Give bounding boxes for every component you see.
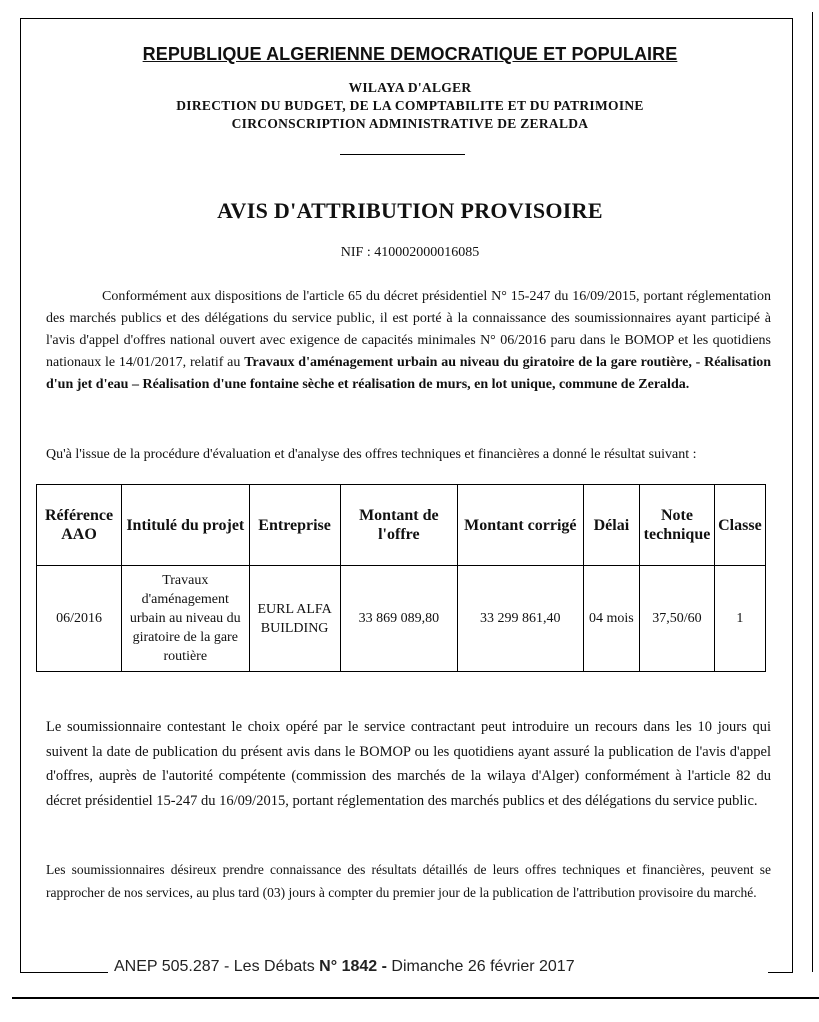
frame-left-border — [20, 18, 21, 973]
header-delai: Délai — [583, 485, 640, 566]
header-note: Note technique — [640, 485, 715, 566]
header-montant-corrige: Montant corrigé — [458, 485, 584, 566]
page-bottom-rule — [12, 997, 819, 999]
footer-date: Dimanche 26 février 2017 — [391, 958, 575, 975]
document-title: AVIS D'ATTRIBUTION PROVISOIRE — [217, 198, 603, 223]
page-side-rule — [812, 12, 813, 972]
cell-classe: 1 — [714, 566, 765, 672]
cell-montant-offre: 33 869 089,80 — [340, 566, 457, 672]
cell-delai: 04 mois — [583, 566, 640, 672]
intro-paragraph — [46, 286, 771, 396]
results-table — [36, 484, 766, 672]
footer-issue: N° 1842 - — [319, 958, 387, 975]
circonscription-heading: CIRCONSCRIPTION ADMINISTRATIVE DE ZERALDA — [231, 116, 589, 131]
wilaya-heading: WILAYA D'ALGER — [348, 80, 472, 95]
intro-project-bold: Travaux d'aménagement urbain au niveau du giratoire de la gare routière, - Réalisation d'un jet d'eau – Réalisation d'une fontaine sèche et réalisation de murs, en lot unique, commune de Zeralda. — [46, 355, 771, 392]
direction-heading: DIRECTION DU BUDGET, DE LA COMPTABILITE ET DU PATRIMOINE — [176, 98, 644, 113]
header-intitule: Intitulé du projet — [122, 485, 250, 566]
frame-top-border — [20, 18, 792, 19]
cell-reference: 06/2016 — [37, 566, 122, 672]
recours-paragraph: Le soumissionnaire contestant le choix opéré par le service contractant peut introduire un recours dans les 10 jours qui suivent la date de publication du présent avis dans le BOMOP ou les quotidiens ayant assuré la publication de l'avis d'appel d'offres, auprès de l'autorité compétente (commission des marchés de la wilaya d'Alger) conformément à l'article 82 du décret présidentiel 15-247 du 16/09/2015, portant réglementation des marchés publics et des délégations du service public. — [46, 719, 771, 809]
cell-montant-corrige: 33 299 861,40 — [458, 566, 584, 672]
nif-number: NIF : 410002000016085 — [340, 245, 480, 260]
table-header-row — [37, 485, 766, 566]
cell-note: 37,50/60 — [640, 566, 715, 672]
table-row — [37, 566, 766, 672]
header-reference: Référence AAO — [37, 485, 122, 566]
publication-footer — [114, 958, 764, 976]
cell-entreprise: EURL ALFA BUILDING — [249, 566, 340, 672]
footer-source: ANEP 505.287 - Les Débats — [114, 958, 315, 975]
header-separator — [340, 154, 465, 155]
result-intro: Qu'à l'issue de la procédure d'évaluation et d'analyse des offres techniques et financières a donné le résultat suivant : — [46, 447, 697, 462]
frame-bottom-border-left — [20, 972, 108, 973]
frame-bottom-border-right — [768, 972, 792, 973]
intro-text: Conformément aux dispositions de l'article 65 du décret présidentiel N° 15-247 du 16/09/2015, portant réglementation des marchés publics et des délégations du service public, il est porté à la connaissance des soumissionnaires ayant participé à l'avis d'appel d'offres national ouvert avec exigence de capacités minimales N° 06/2016 paru dans le BOMOP et les quotidiens nationaux le 14/01/2017, relatif au — [46, 289, 771, 370]
republic-heading: REPUBLIQUE ALGERIENNE DEMOCRATIQUE ET POPULAIRE — [142, 44, 678, 64]
header-entreprise: Entreprise — [249, 485, 340, 566]
consultation-paragraph: Les soumissionnaires désireux prendre connaissance des résultats détaillés de leurs offres techniques et financières, peuvent se rapprocher de nos services, au plus tard (03) jours à compter du premier jour de la publication de l'attribution provisoire du marché. — [46, 862, 771, 900]
header-classe: Classe — [714, 485, 765, 566]
cell-intitule: Travaux d'aménagement urbain au niveau du giratoire de la gare routière — [122, 566, 250, 672]
frame-right-border — [792, 18, 793, 973]
header-montant-offre: Montant de l'offre — [340, 485, 457, 566]
